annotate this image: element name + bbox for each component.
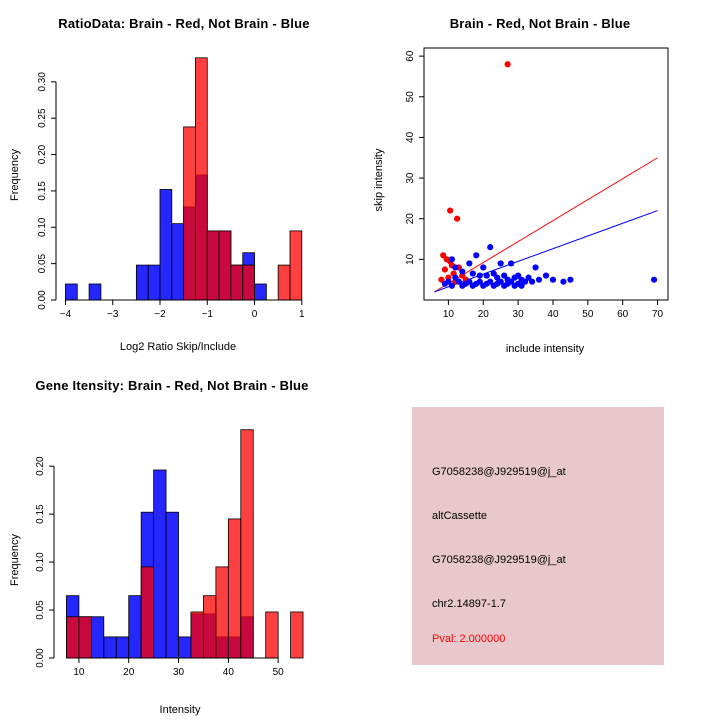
scatter-point [480,283,486,289]
x-tick-label: 70 [651,309,664,320]
hist-bar [116,637,128,658]
x-tick-label: 30 [172,667,185,678]
y-tick-label: 0.05 [35,600,46,620]
hist-bar [160,189,172,300]
hist-bar [191,612,203,658]
hist-bar [66,617,78,658]
hist-ratio-ylabel: Frequency [9,149,21,201]
scatter-point [543,273,549,279]
y-tick-label: 0.20 [35,456,46,476]
scatter-point [550,277,556,283]
hist-bar [203,596,215,658]
hist-bar [241,430,253,658]
hist-bar [228,519,240,658]
hist-bar [231,265,243,300]
scatter-point [484,273,490,279]
scatter-point [501,283,507,289]
scatter-point [651,277,657,283]
x-tick-label: 50 [272,667,284,678]
x-tick-label: 20 [123,667,135,678]
hist-bar [179,637,191,658]
hist-bar [79,617,91,658]
info-line-4: chr2.14897-1.7 [432,598,506,610]
hist-bar [219,231,231,300]
y-tick-label: 0.15 [37,181,48,201]
scatter-point [508,260,514,266]
x-tick-label: 10 [442,309,454,320]
scatter-point [532,264,538,270]
scatter-point [449,256,455,262]
scatter-point [567,277,573,283]
y-tick-label: 10 [405,253,416,265]
x-tick-label: −3 [107,309,119,320]
hist-bar [278,265,290,300]
hist-bar [290,231,302,300]
x-tick-label: 10 [73,667,85,678]
hist-bar [255,284,267,300]
y-tick-label: 0.15 [35,504,46,524]
y-tick-label: 20 [405,213,416,225]
x-tick-label: 50 [582,309,594,320]
scatter-point [512,283,518,289]
hist-bar [195,58,207,300]
y-tick-label: 0.05 [37,253,48,274]
hist-bar [243,265,255,300]
y-tick-label: 0.10 [35,552,46,572]
scatter-point [442,266,448,272]
y-tick-label: 50 [405,91,416,103]
info-box [412,407,664,665]
x-tick-label: 1 [299,309,305,320]
info-line-2: altCassette [432,510,488,522]
scatter-point [454,216,460,222]
scatter-point [480,264,486,270]
x-tick-label: −1 [201,309,213,320]
hist-intensity-svg [0,360,360,720]
hist-bar [141,567,153,658]
hist-ratio-xlabel: Log2 Ratio Skip/Include [119,341,237,353]
panel-ratio-histogram [0,0,360,360]
scatter-xlabel: include intensity [505,343,585,355]
hist-bar [184,127,196,300]
scatter-ylabel: skip intensity [373,148,385,212]
hist-bar [91,617,103,658]
scatter-point [498,260,504,266]
panel-scatter [360,0,720,360]
y-tick-label: 0.10 [37,217,48,238]
hist-bar [154,470,166,658]
scatter-point [447,207,453,213]
info-pval: Pval: 2.000000 [432,633,506,645]
hist-bar [216,567,228,658]
scatter-point [529,279,535,285]
scatter-point [470,270,476,276]
x-tick-label: −4 [59,309,72,320]
y-tick-label: 40 [405,131,416,143]
y-tick-label: 0.30 [37,72,48,92]
y-tick-label: 0.00 [35,648,46,668]
y-tick-label: 0.00 [37,290,48,310]
panel-intensity-histogram [0,360,360,720]
hist-intensity-title: Gene Itensity: Brain - Red, Not Brain - Blue [35,378,309,393]
scatter-point [519,283,525,289]
scatter-point [473,252,479,258]
x-tick-label: 40 [547,309,559,320]
hist-bar [172,224,184,300]
x-tick-label: 60 [617,309,629,320]
hist-bar [291,612,303,658]
scatter-point [505,61,511,67]
hist-bar [266,612,278,658]
hist-bar [148,265,160,300]
hist-bar [129,596,141,658]
hist-bar [104,637,116,658]
x-tick-label: 0 [251,309,258,320]
info-line-3: G7058238@J929519@j_at [432,554,566,566]
scatter-point [536,277,542,283]
x-tick-label: 30 [512,309,524,320]
scatter-point [449,283,455,289]
hist-bar [166,512,178,658]
hist-bar [136,265,148,300]
scatter-point [459,268,465,274]
y-tick-label: 0.20 [37,144,48,165]
hist-ratio-svg [0,0,360,360]
y-tick-label: 0.25 [37,108,48,128]
scatter-svg [360,0,720,360]
scatter-point [477,273,483,279]
y-tick-label: 60 [405,50,416,62]
info-line-1: G7058238@J929519@j_at [432,466,566,478]
hist-intensity-ylabel: Frequency [9,534,21,586]
scatter-point [560,279,566,285]
scatter-point [452,264,458,270]
scatter-point [466,260,472,266]
scatter-point [470,283,476,289]
hist-bar [207,231,219,300]
scatter-point [491,283,497,289]
hist-intensity-xlabel: Intensity [159,704,201,716]
regression-line [434,158,657,292]
x-tick-label: 40 [222,667,234,678]
x-tick-label: −2 [154,309,166,320]
scatter-point [459,283,465,289]
scatter-point [487,244,493,250]
hist-bar [65,284,77,300]
hist-ratio-title: RatioData: Brain - Red, Not Brain - Blue [58,16,310,31]
y-tick-label: 30 [405,172,416,184]
hist-bar [89,284,101,300]
x-tick-label: 20 [477,309,489,320]
scatter-title: Brain - Red, Not Brain - Blue [449,16,631,31]
